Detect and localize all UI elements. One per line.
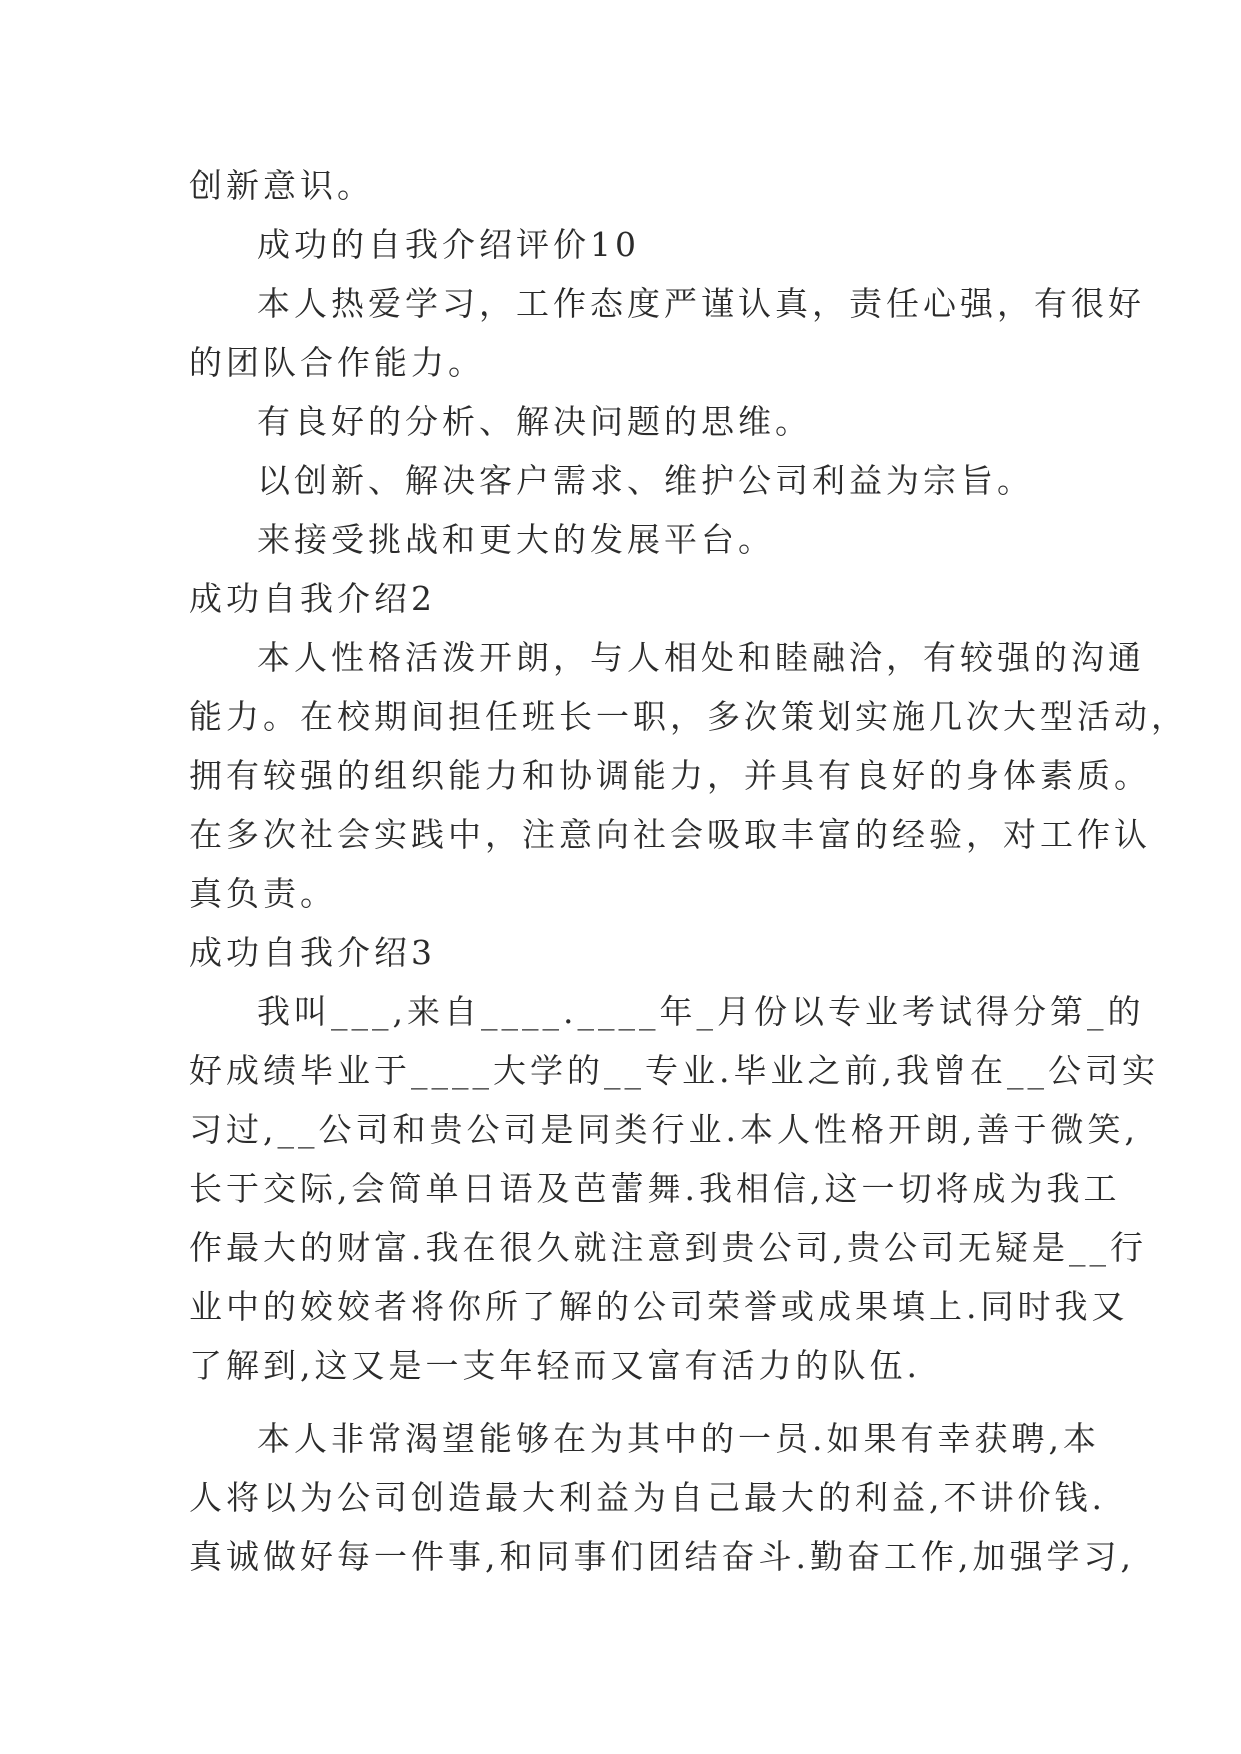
paragraph-line: 了解到,这又是一支年轻而又富有活力的队伍. — [189, 1346, 921, 1385]
paragraph-line: 我叫___,来自____.____年_月份以专业考试得分第_的 — [257, 992, 1145, 1031]
paragraph-line: 本人非常渴望能够在为其中的一员.如果有幸获聘,本 — [257, 1419, 1100, 1458]
paragraph-line: 真负责。 — [189, 874, 337, 913]
section-heading: 成功的自我介绍评价10 — [257, 225, 640, 264]
paragraph-line: 能力。在校期间担任班长一职，多次策划实施几次大型活动， — [189, 697, 1188, 736]
paragraph-line: 拥有较强的组织能力和协调能力，并具有良好的身体素质。 — [189, 756, 1151, 795]
document-body — [189, 156, 1188, 1586]
paragraph-line: 以创新、解决客户需求、维护公司利益为宗旨。 — [257, 461, 1034, 500]
paragraph-line: 在多次社会实践中，注意向社会吸取丰富的经验，对工作认 — [189, 815, 1151, 854]
paragraph-line: 作最大的财富.我在很久就注意到贵公司,贵公司无疑是__行 — [189, 1228, 1147, 1267]
paragraph-line: 有良好的分析、解决问题的思维。 — [257, 402, 812, 441]
paragraph-line: 长于交际,会简单日语及芭蕾舞.我相信,这一切将成为我工 — [189, 1169, 1121, 1208]
paragraph-line: 本人性格活泼开朗，与人相处和睦融洽，有较强的沟通 — [257, 638, 1145, 677]
paragraph-line: 人将以为公司创造最大利益为自己最大的利益,不讲价钱. — [189, 1478, 1106, 1517]
paragraph-line: 业中的姣姣者将你所了解的公司荣誉或成果填上.同时我又 — [189, 1287, 1129, 1326]
paragraph-line: 习过,__公司和贵公司是同类行业.本人性格开朗,善于微笑, — [189, 1110, 1139, 1149]
paragraph-line: 来接受挑战和更大的发展平台。 — [257, 520, 775, 559]
section-heading: 成功自我介绍3 — [189, 933, 436, 972]
paragraph-line: 本人热爱学习，工作态度严谨认真，责任心强，有很好 — [257, 284, 1145, 323]
paragraph-line: 真诚做好每一件事,和同事们团结奋斗.勤奋工作,加强学习, — [189, 1537, 1135, 1576]
paragraph-line: 好成绩毕业于____大学的__专业.毕业之前,我曾在__公司实 — [189, 1051, 1159, 1090]
section-heading: 成功自我介绍2 — [189, 579, 436, 618]
paragraph-line: 的团队合作能力。 — [189, 343, 485, 382]
paragraph-line: 创新意识。 — [189, 166, 374, 205]
